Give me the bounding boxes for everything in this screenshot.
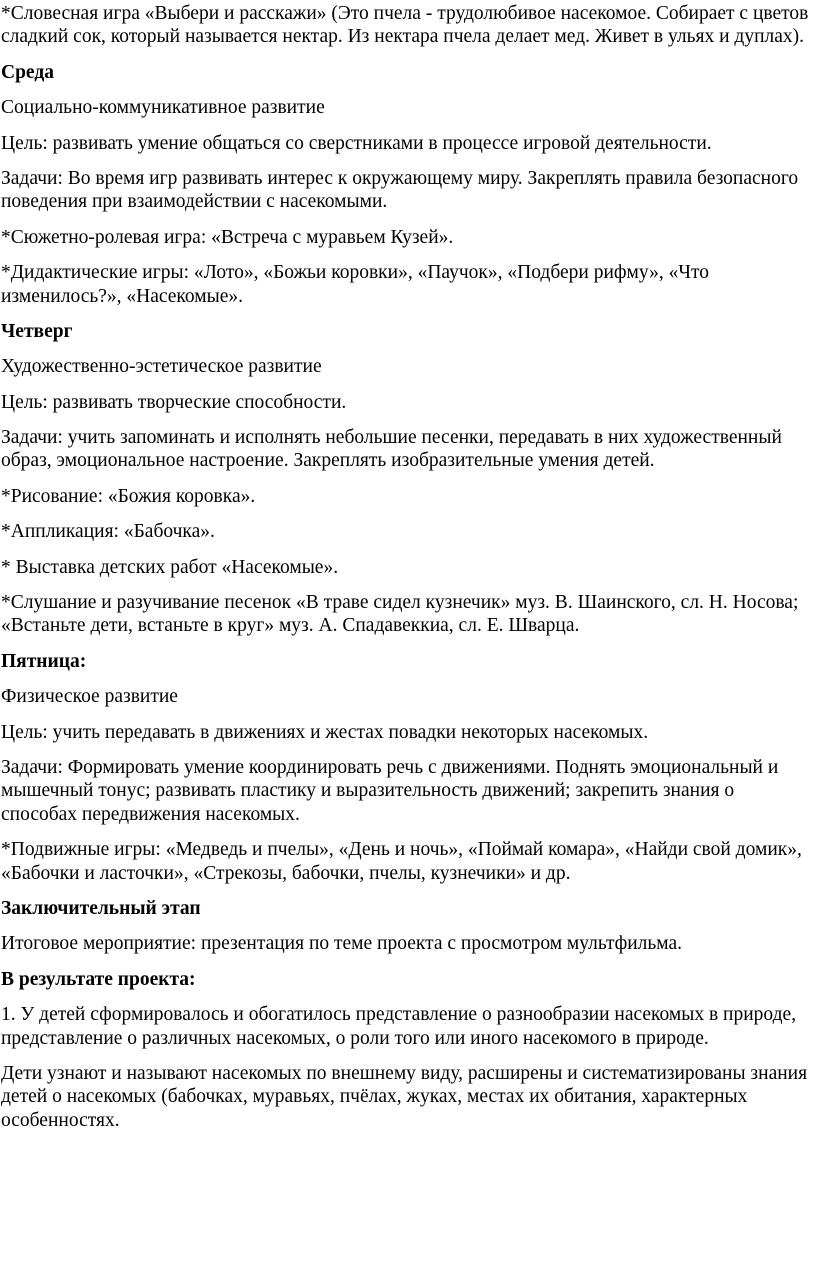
- paragraph-result-1: 1. У детей сформировалось и обогатилось представление о разнообразии насекомых в природе, представление о различных насекомых, о роли того или иного насекомого в природе.: [1, 1004, 797, 1049]
- heading-wednesday: Среда: [1, 61, 54, 83]
- paragraph-fri-tasks: Задачи: Формировать умение координировать речь с движениями. Поднять эмоциональный и мышечный тонус; развивать пластику и выразительность движений; закрепить знания о способах передвижения насекомых.: [1, 756, 779, 825]
- paragraph-wed-goal: Цель: развивать умение общаться со сверстниками в процессе игровой деятельности.: [1, 132, 712, 154]
- paragraph-thu-tasks: Задачи: учить запоминать и исполнять небольшие песенки, передавать в них художественный образ, эмоциональное настроение. Закреплять изобразительные умения детей.: [1, 427, 782, 472]
- paragraph-wed-didactic: *Дидактические игры: «Лото», «Божьи коровки», «Паучок», «Подбери рифму», «Что изменилось?», «Насекомые».: [1, 262, 710, 307]
- paragraph-thu-exhibition: * Выставка детских работ «Насекомые».: [1, 556, 339, 578]
- heading-final-stage: Заключительный этап: [1, 897, 201, 919]
- paragraph-thu-applique: *Аппликация: «Бабочка».: [1, 521, 215, 543]
- heading-thursday: Четверг: [1, 320, 73, 342]
- paragraph-final-event: Итоговое мероприятие: презентация по теме проекта с просмотром мультфильма.: [1, 933, 682, 955]
- paragraph-wed-roleplay: *Сюжетно-ролевая игра: «Встреча с муравьем Кузей».: [1, 226, 454, 248]
- heading-results: В результате проекта:: [1, 968, 196, 990]
- paragraph-fri-area: Физическое развитие: [1, 686, 178, 708]
- paragraph-fri-games: *Подвижные игры: «Медведь и пчелы», «День и ночь», «Поймай комара», «Найди свой домик», «Бабочки и ласточки», «Стрекозы, бабочки, пчелы, кузнечики» и др.: [1, 839, 802, 884]
- paragraph-fri-goal: Цель: учить передавать в движениях и жестах повадки некоторых насекомых.: [1, 721, 649, 743]
- paragraph-thu-songs: *Слушание и разучивание песенок «В траве сидел кузнечик» муз. В. Шаинского, сл. Н. Носова; «Встаньте дети, встаньте в круг» муз. А. Спадавеккиа, сл. Е. Шварца.: [1, 592, 799, 637]
- paragraph-thu-goal: Цель: развивать творческие способности.: [1, 391, 347, 413]
- paragraph-word-game: *Словесная игра «Выбери и расскажи» (Это пчела - трудолюбивое насекомое. Собирает с цветов сладкий сок, который называется нектар. Из нектара пчела делает мед. Живет в ульях и дуплах).: [1, 3, 809, 48]
- paragraph-wed-area: Социально-коммуникативное развитие: [1, 97, 325, 119]
- heading-friday: Пятница:: [1, 650, 87, 672]
- paragraph-wed-tasks: Задачи: Во время игр развивать интерес к окружающему миру. Закреплять правила безопасного поведения при взаимодействии с насекомыми.: [1, 167, 799, 213]
- paragraph-thu-area: Художественно-эстетическое развитие: [1, 356, 322, 378]
- paragraph-result-2: Дети узнают и называют насекомых по внешнему виду, расширены и систематизированы знания детей о насекомых (бабочках, муравьях, пчёлах, жуках, местах их обитания, характерных особенностях.: [1, 1062, 808, 1131]
- paragraph-thu-drawing: *Рисование: «Божия коровка».: [1, 485, 256, 507]
